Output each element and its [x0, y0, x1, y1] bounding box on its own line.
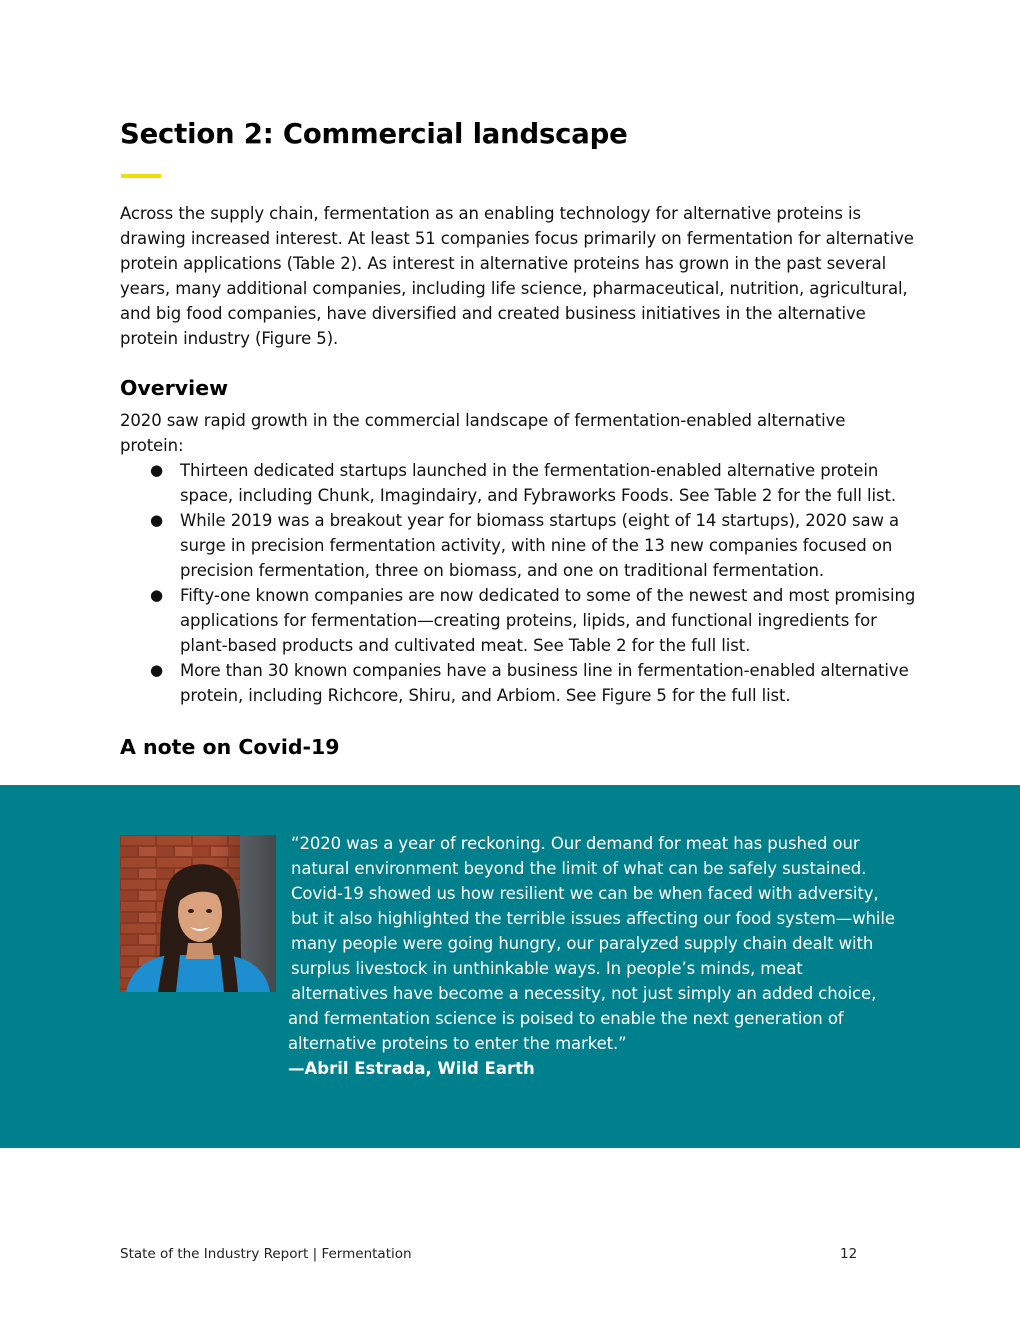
quote-line: Covid-19 showed us how resilient we can be when faced with adversity, [291, 884, 879, 903]
bullet-item [150, 458, 920, 508]
intro-paragraph: Across the supply chain, fermentation as an enabling technology for alternative proteins is drawing increased interest. At least 51 companies focus primarily on fermentation for alternative protein applications (Table 2). As interest in alternative proteins has grown in the past several years, many additional companies, including life science, pharmaceutical, nutrition, agricultural, and big food companies, have diversified and created business initiatives in the alternative protein industry (Figure 5). [120, 204, 914, 348]
bullet-text: More than 30 known companies have a business line in fermentation-enabled alternative protein, including Richcore, Shiru, and Arbiom. See Figure 5 for the full list. [180, 661, 909, 705]
quote-line: natural environment beyond the limit of what can be safely sustained. [291, 859, 867, 878]
quote-line: and fermentation science is poised to enable the next generation of [288, 1009, 844, 1028]
bullet-icon: ● [150, 511, 163, 529]
speaker-portrait [120, 835, 276, 992]
bullet-item [150, 508, 920, 583]
bullet-item [150, 583, 920, 658]
page-title: Section 2: Commercial landscape [120, 118, 628, 150]
overview-heading: Overview [120, 376, 229, 400]
footer-report-title: State of the Industry Report | Fermentation [120, 1246, 412, 1262]
quote-text [288, 831, 908, 1056]
bullet-text: While 2019 was a breakout year for biomass startups (eight of 14 startups), 2020 saw a surge in precision fermentation activity, with nine of the 13 new companies focused on precision fermentation, three on biomass, and one on traditional fermentation. [180, 511, 900, 580]
quote-line: but it also highlighted the terrible issues affecting our food system—while [291, 909, 895, 928]
bullet-text: Fifty-one known companies are now dedicated to some of the newest and most promising applications for fermentation—creating proteins, lipids, and functional ingredients for plant-based products and cultivated meat. See Table 2 for the full list. [180, 586, 916, 655]
overview-bullet-list [150, 458, 920, 708]
portrait-image [120, 835, 276, 992]
quote-line: “2020 was a year of reckoning. Our demand for meat has pushed our [291, 834, 860, 853]
quote-line: surplus livestock in unthinkable ways. In people’s minds, meat [291, 959, 803, 978]
quote-band [0, 785, 1020, 1148]
covid-note-heading: A note on Covid-19 [120, 735, 340, 759]
bullet-text: Thirteen dedicated startups launched in the fermentation-enabled alternative protein space, including Chunk, Imagindairy, and Fybraworks Foods. See Table 2 for the full list. [180, 461, 897, 505]
quote-line: alternative proteins to enter the market.” [288, 1034, 627, 1053]
overview-lead: 2020 saw rapid growth in the commercial landscape of fermentation-enabled alternative protein: [120, 411, 846, 455]
page-number: 12 [840, 1246, 858, 1262]
quote-line: alternatives have become a necessity, not just simply an added choice, [291, 984, 877, 1003]
bullet-icon: ● [150, 661, 163, 679]
quote-attribution: —Abril Estrada, Wild Earth [288, 1059, 535, 1078]
quote-line: many people were going hungry, our paralyzed supply chain dealt with [291, 934, 874, 953]
title-accent-rule [121, 174, 161, 178]
bullet-icon: ● [150, 586, 163, 604]
bullet-icon: ● [150, 461, 163, 479]
bullet-item [150, 658, 920, 708]
